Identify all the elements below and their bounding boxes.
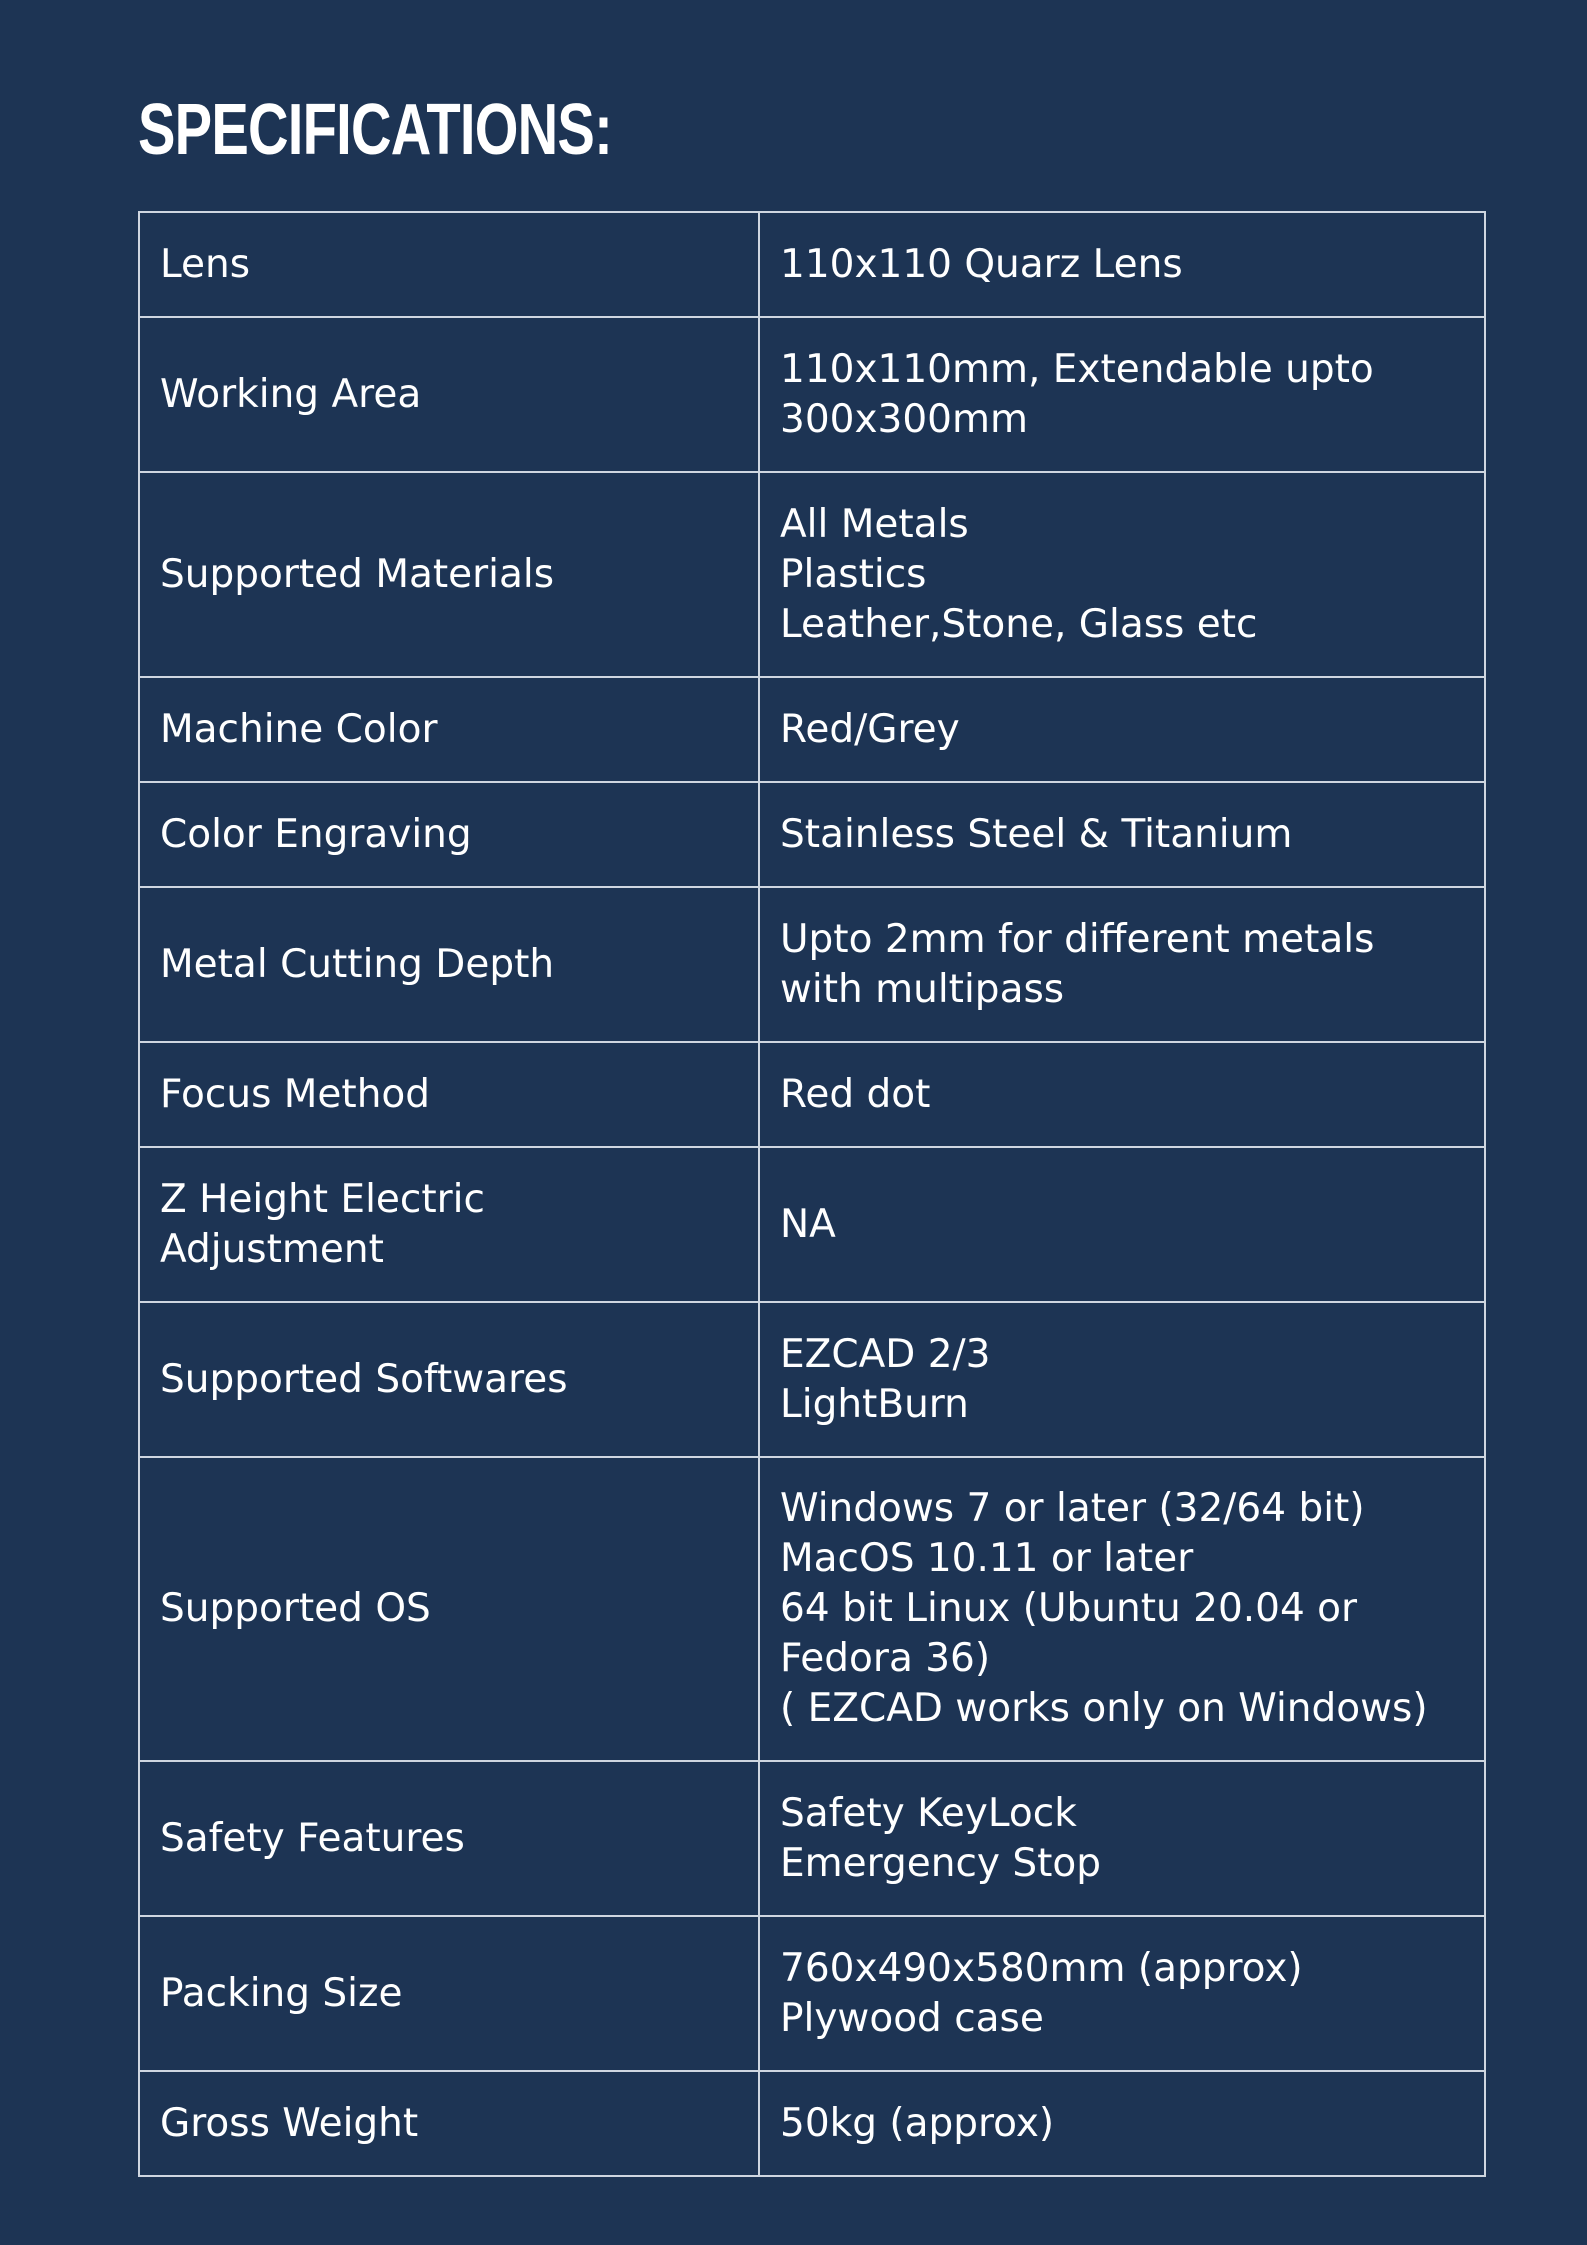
spec-value: Stainless Steel & Titanium — [759, 782, 1485, 887]
spec-label: Supported Materials — [139, 472, 759, 677]
table-row — [139, 1042, 1485, 1147]
spec-value: 110x110mm, Extendable upto 300x300mm — [759, 317, 1485, 472]
page-title: SPECIFICATIONS: — [138, 90, 612, 170]
table-row — [139, 212, 1485, 317]
spec-label: Metal Cutting Depth — [139, 887, 759, 1042]
spec-value: Red/Grey — [759, 677, 1485, 782]
table-row — [139, 2071, 1485, 2176]
spec-value: 760x490x580mm (approx) Plywood case — [759, 1916, 1485, 2071]
spec-value: 110x110 Quarz Lens — [759, 212, 1485, 317]
spec-label: Safety Features — [139, 1761, 759, 1916]
spec-label: Packing Size — [139, 1916, 759, 2071]
spec-label: Supported Softwares — [139, 1302, 759, 1457]
table-row — [139, 1302, 1485, 1457]
spec-label: Supported OS — [139, 1457, 759, 1761]
spec-value: Upto 2mm for different metals with multipass — [759, 887, 1485, 1042]
spec-label: Lens — [139, 212, 759, 317]
spec-value: Windows 7 or later (32/64 bit) MacOS 10.11 or later 64 bit Linux (Ubuntu 20.04 or Fedora 36) ( EZCAD works only on Windows) — [759, 1457, 1485, 1761]
spec-value: EZCAD 2/3 LightBurn — [759, 1302, 1485, 1457]
spec-label: Focus Method — [139, 1042, 759, 1147]
table-row — [139, 1916, 1485, 2071]
spec-label: Working Area — [139, 317, 759, 472]
table-row — [139, 472, 1485, 677]
spec-value: All Metals Plastics Leather,Stone, Glass etc — [759, 472, 1485, 677]
spec-label: Machine Color — [139, 677, 759, 782]
table-row — [139, 1457, 1485, 1761]
spec-label: Color Engraving — [139, 782, 759, 887]
table-row — [139, 1147, 1485, 1302]
table-row — [139, 782, 1485, 887]
spec-value: 50kg (approx) — [759, 2071, 1485, 2176]
spec-value: NA — [759, 1147, 1485, 1302]
spec-value: Red dot — [759, 1042, 1485, 1147]
table-row — [139, 317, 1485, 472]
table-row — [139, 1761, 1485, 1916]
specifications-table — [138, 211, 1486, 2177]
table-row — [139, 677, 1485, 782]
spec-label: Z Height Electric Adjustment — [139, 1147, 759, 1302]
spec-label: Gross Weight — [139, 2071, 759, 2176]
table-row — [139, 887, 1485, 1042]
spec-value: Safety KeyLock Emergency Stop — [759, 1761, 1485, 1916]
